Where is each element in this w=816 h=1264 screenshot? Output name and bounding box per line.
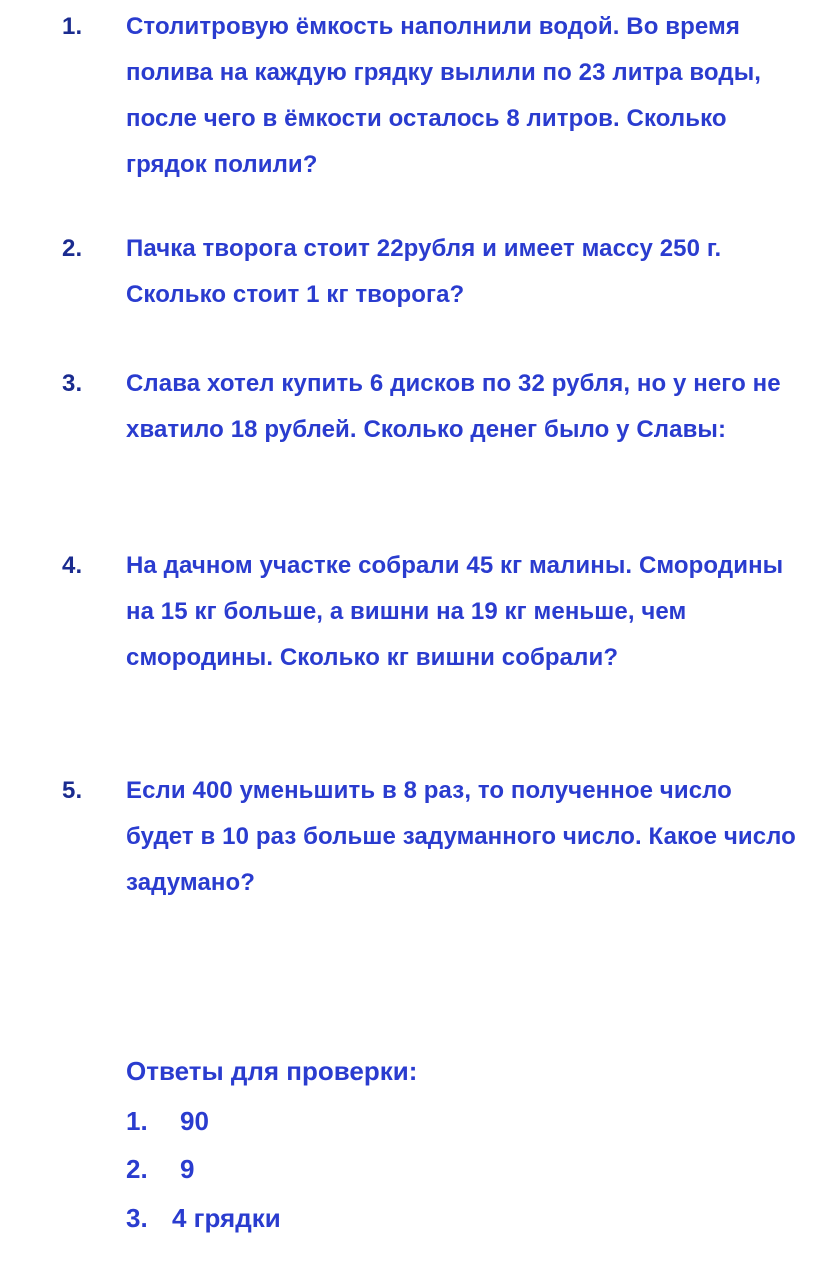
task-text: На дачном участке собрали 45 кг малины. Смородины на 15 кг больше, а вишни на 19 кг меньше, чем смородины. Сколько кг вишни собрали? [126,552,784,671]
answers-title: Ответы для проверки: [126,1056,418,1086]
answer-number: 3. [126,1203,148,1233]
task-text: Слава хотел купить 6 дисков по 32 рубля, но у него не хватило 18 рублей. Сколько денег было у Славы: [126,370,781,443]
answer-value: 90 [180,1106,209,1136]
task-number: 1. [62,13,83,40]
answer-number: 2. [126,1154,148,1184]
task-text: Если 400 уменьшить в 8 раз, то полученное число будет в 10 раз больше задуманного число. Какое число задумано? [126,777,796,896]
task-text: Столитровую ёмкость наполнили водой. Во время полива на каждую грядку вылили по 23 литра воды, после чего в ёмкости осталось 8 литров. Сколько грядок полили? [126,13,762,178]
task-text: Пачка творога стоит 22рубля и имеет массу 250 г. Сколько стоит 1 кг творога? [126,235,722,308]
answer-number: 1. [126,1106,148,1136]
answer-item-1 [126,1101,209,1141]
task-number: 3. [62,370,83,397]
task-number: 2. [62,235,83,262]
task-number: 5. [62,777,83,804]
answer-item-2 [126,1149,194,1189]
answer-value: 9 [180,1154,195,1184]
answer-item-3 [126,1198,281,1238]
task-number: 4. [62,552,83,579]
answer-value: 4 грядки [172,1203,281,1233]
